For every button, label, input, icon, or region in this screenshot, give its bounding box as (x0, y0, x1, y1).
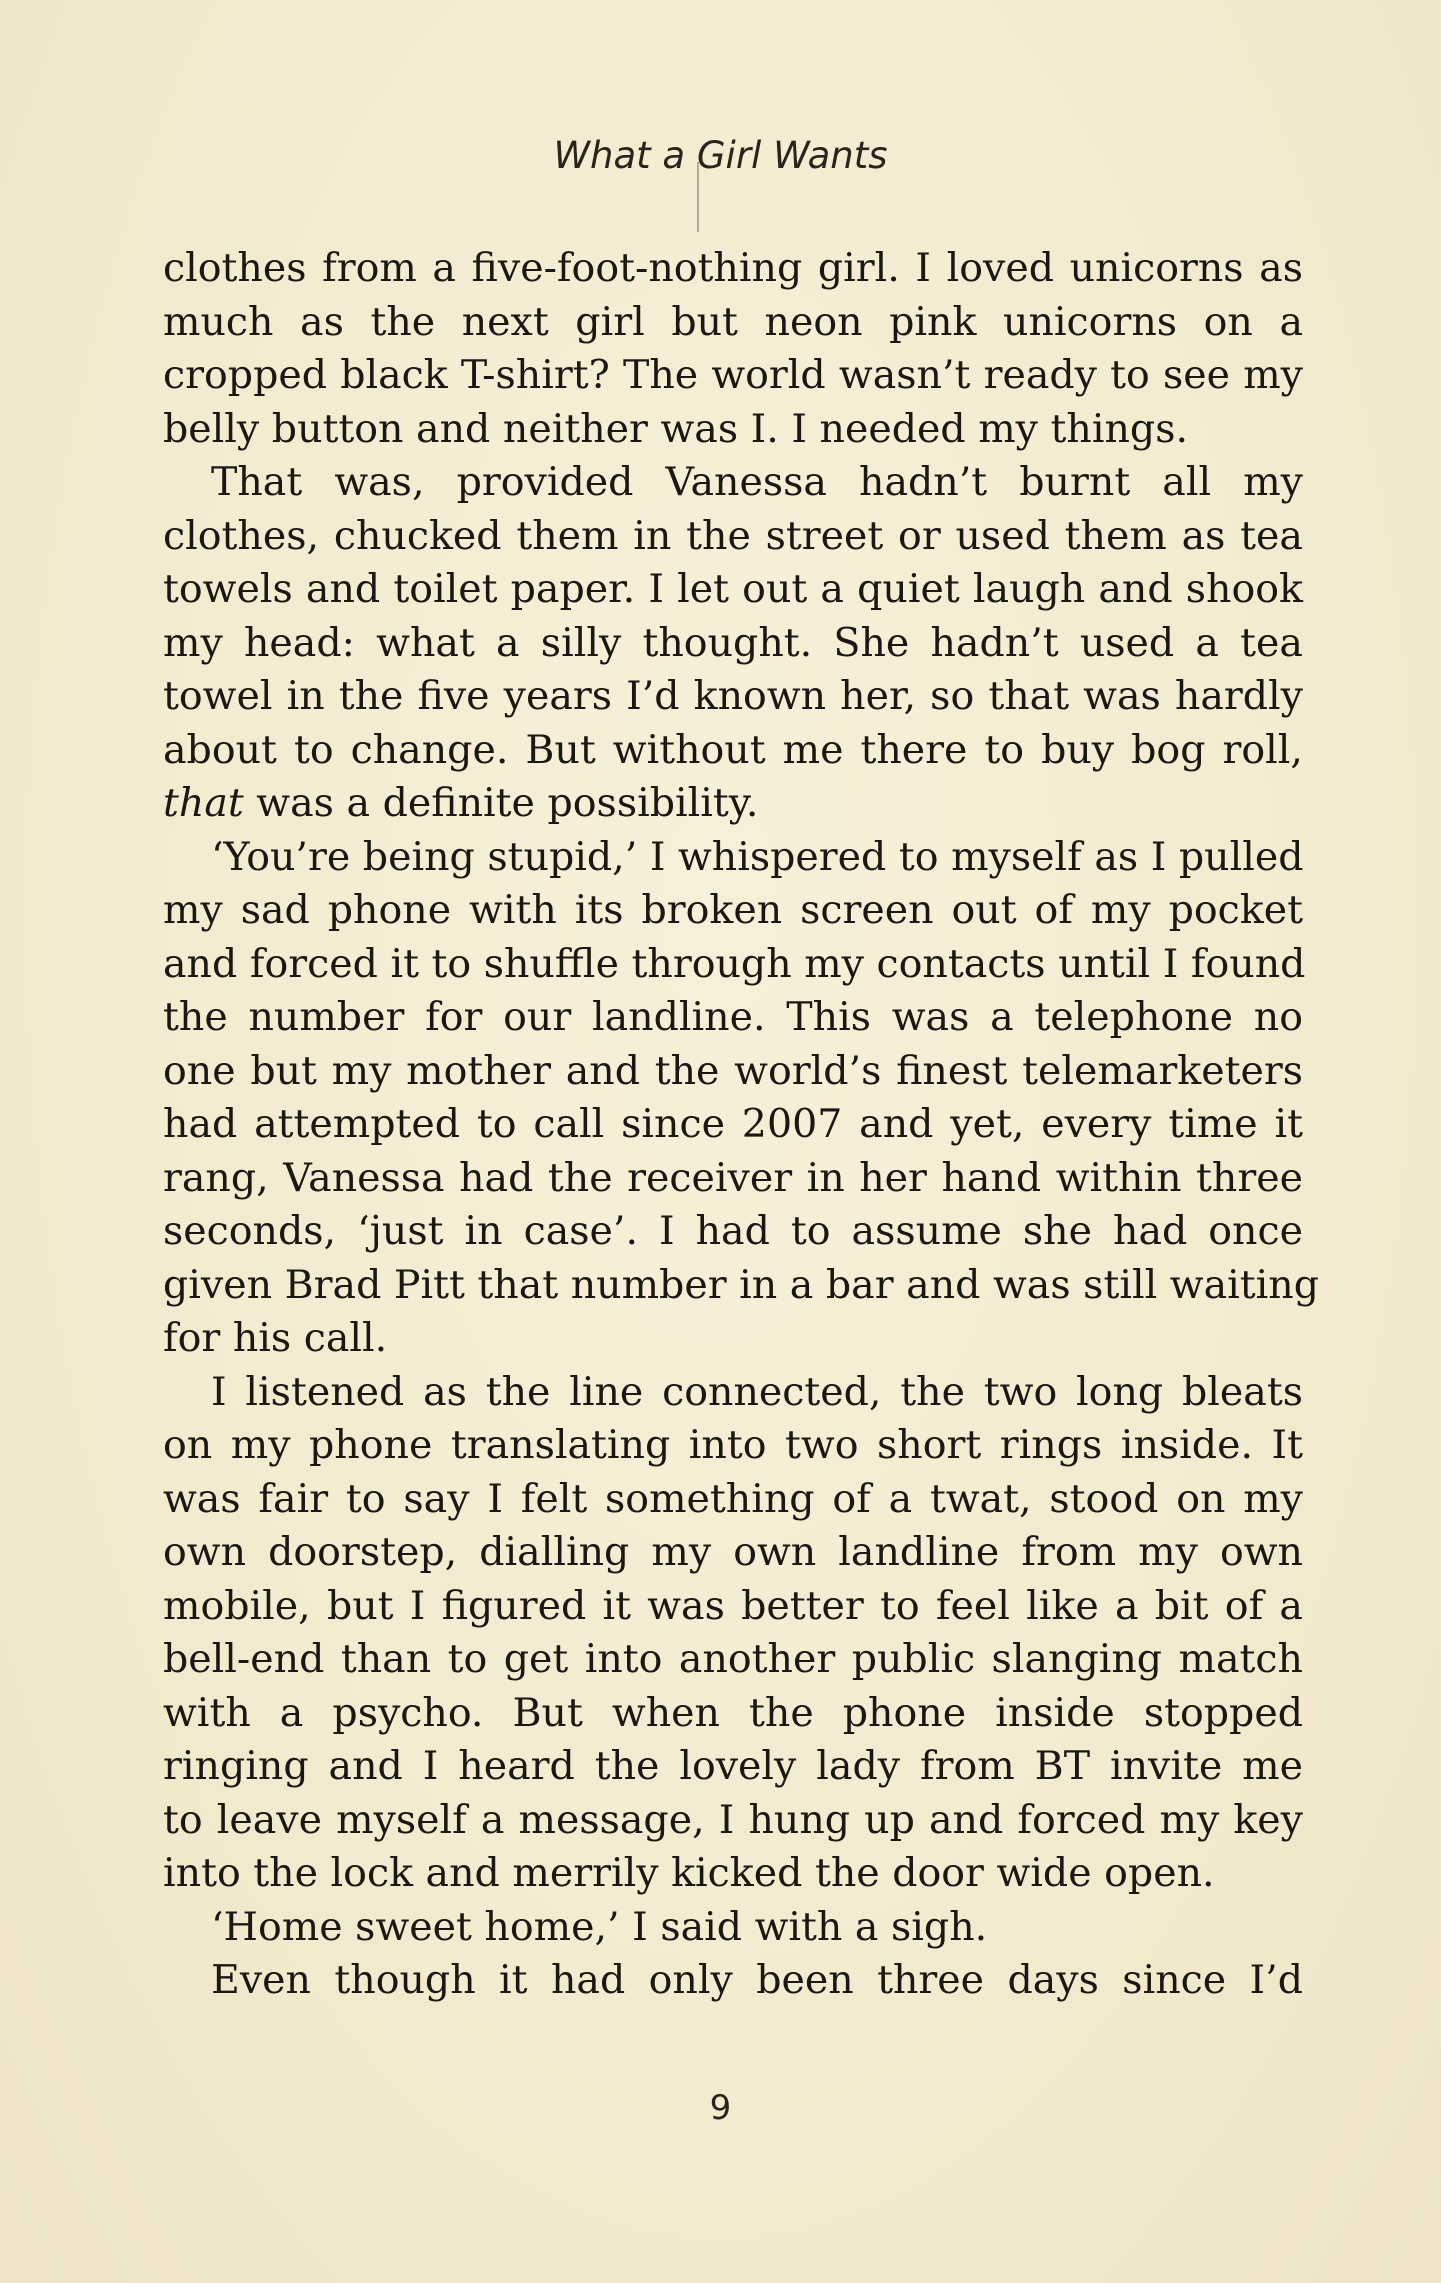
text-line: clothes from a five-foot-nothing girl. I loved unicorns as (163, 245, 1303, 291)
text-line: Even though it had only been three days since I’d (211, 1957, 1303, 2003)
italic-word: that (163, 780, 244, 826)
text-fragment: was a definite possibility. (243, 780, 759, 826)
text-line: seconds, ‘just in case’. I had to assume she had once (163, 1208, 1303, 1254)
text-line: clothes, chucked them in the street or used them as tea (163, 512, 1303, 559)
text-line: with a psycho. But when the phone inside stopped (163, 1689, 1303, 1736)
text-line: into the lock and merrily kicked the door wide open. (163, 1850, 1215, 1896)
text-line: belly button and neither was I. I needed my things. (163, 405, 1189, 452)
text-line: about to change. But without me there to buy bog roll, (163, 726, 1303, 773)
text-line: was fair to say I felt something of a twat, stood on my (163, 1475, 1303, 1522)
text-line: rang, Vanessa had the receiver in her hand within three (163, 1154, 1303, 1201)
text-line: my sad phone with its broken screen out of my pocket (163, 887, 1303, 933)
text-line: one but my mother and the world’s finest telemarketers (163, 1047, 1303, 1094)
text-line: given Brad Pitt that number in a bar and was still waiting (163, 1261, 1319, 1308)
text-line: my head: what a silly thought. She hadn’t used a tea (163, 619, 1303, 666)
text-line (163, 777, 1303, 831)
text-line: cropped black T-shirt? The world wasn’t ready to see my (163, 352, 1303, 398)
text-line: ringing and I heard the lovely lady from BT invite me (163, 1743, 1303, 1789)
text-line: ‘You’re being stupid,’ I whispered to myself as I pulled (211, 833, 1304, 880)
text-line: bell-end than to get into another public slanging match (163, 1636, 1303, 1682)
text-line: towels and toilet paper. I let out a quiet laugh and shook (163, 566, 1303, 612)
text-line: much as the next girl but neon pink unicorns on a (163, 298, 1303, 345)
text-line: the number for our landline. This was a telephone no (163, 994, 1303, 1040)
text-line: towel in the five years I’d known her, so that was hardly (163, 673, 1303, 719)
text-line: own doorstep, dialling my own landline from my own (163, 1529, 1303, 1575)
text-line: and forced it to shuffle through my contacts until I found (163, 940, 1306, 987)
text-line: I listened as the line connected, the two long bleats (211, 1368, 1303, 1415)
text-line: mobile, but I figured it was better to feel like a bit of a (163, 1582, 1303, 1629)
body-text (163, 242, 1319, 2008)
running-head: What a Girl Wants (553, 134, 888, 177)
text-line: That was, provided Vanessa hadn’t burnt all my (211, 459, 1303, 505)
text-line: had attempted to call since 2007 and yet, every time it (163, 1101, 1303, 1147)
text-line: ‘Home sweet home,’ I said with a sigh. (211, 1903, 988, 1950)
text-line: to leave myself a message, I hung up and forced my key (163, 1796, 1303, 1843)
page-number: 9 (709, 2088, 732, 2128)
text-line: on my phone translating into two short rings inside. It (163, 1422, 1303, 1468)
text-line: for his call. (163, 1315, 388, 1361)
